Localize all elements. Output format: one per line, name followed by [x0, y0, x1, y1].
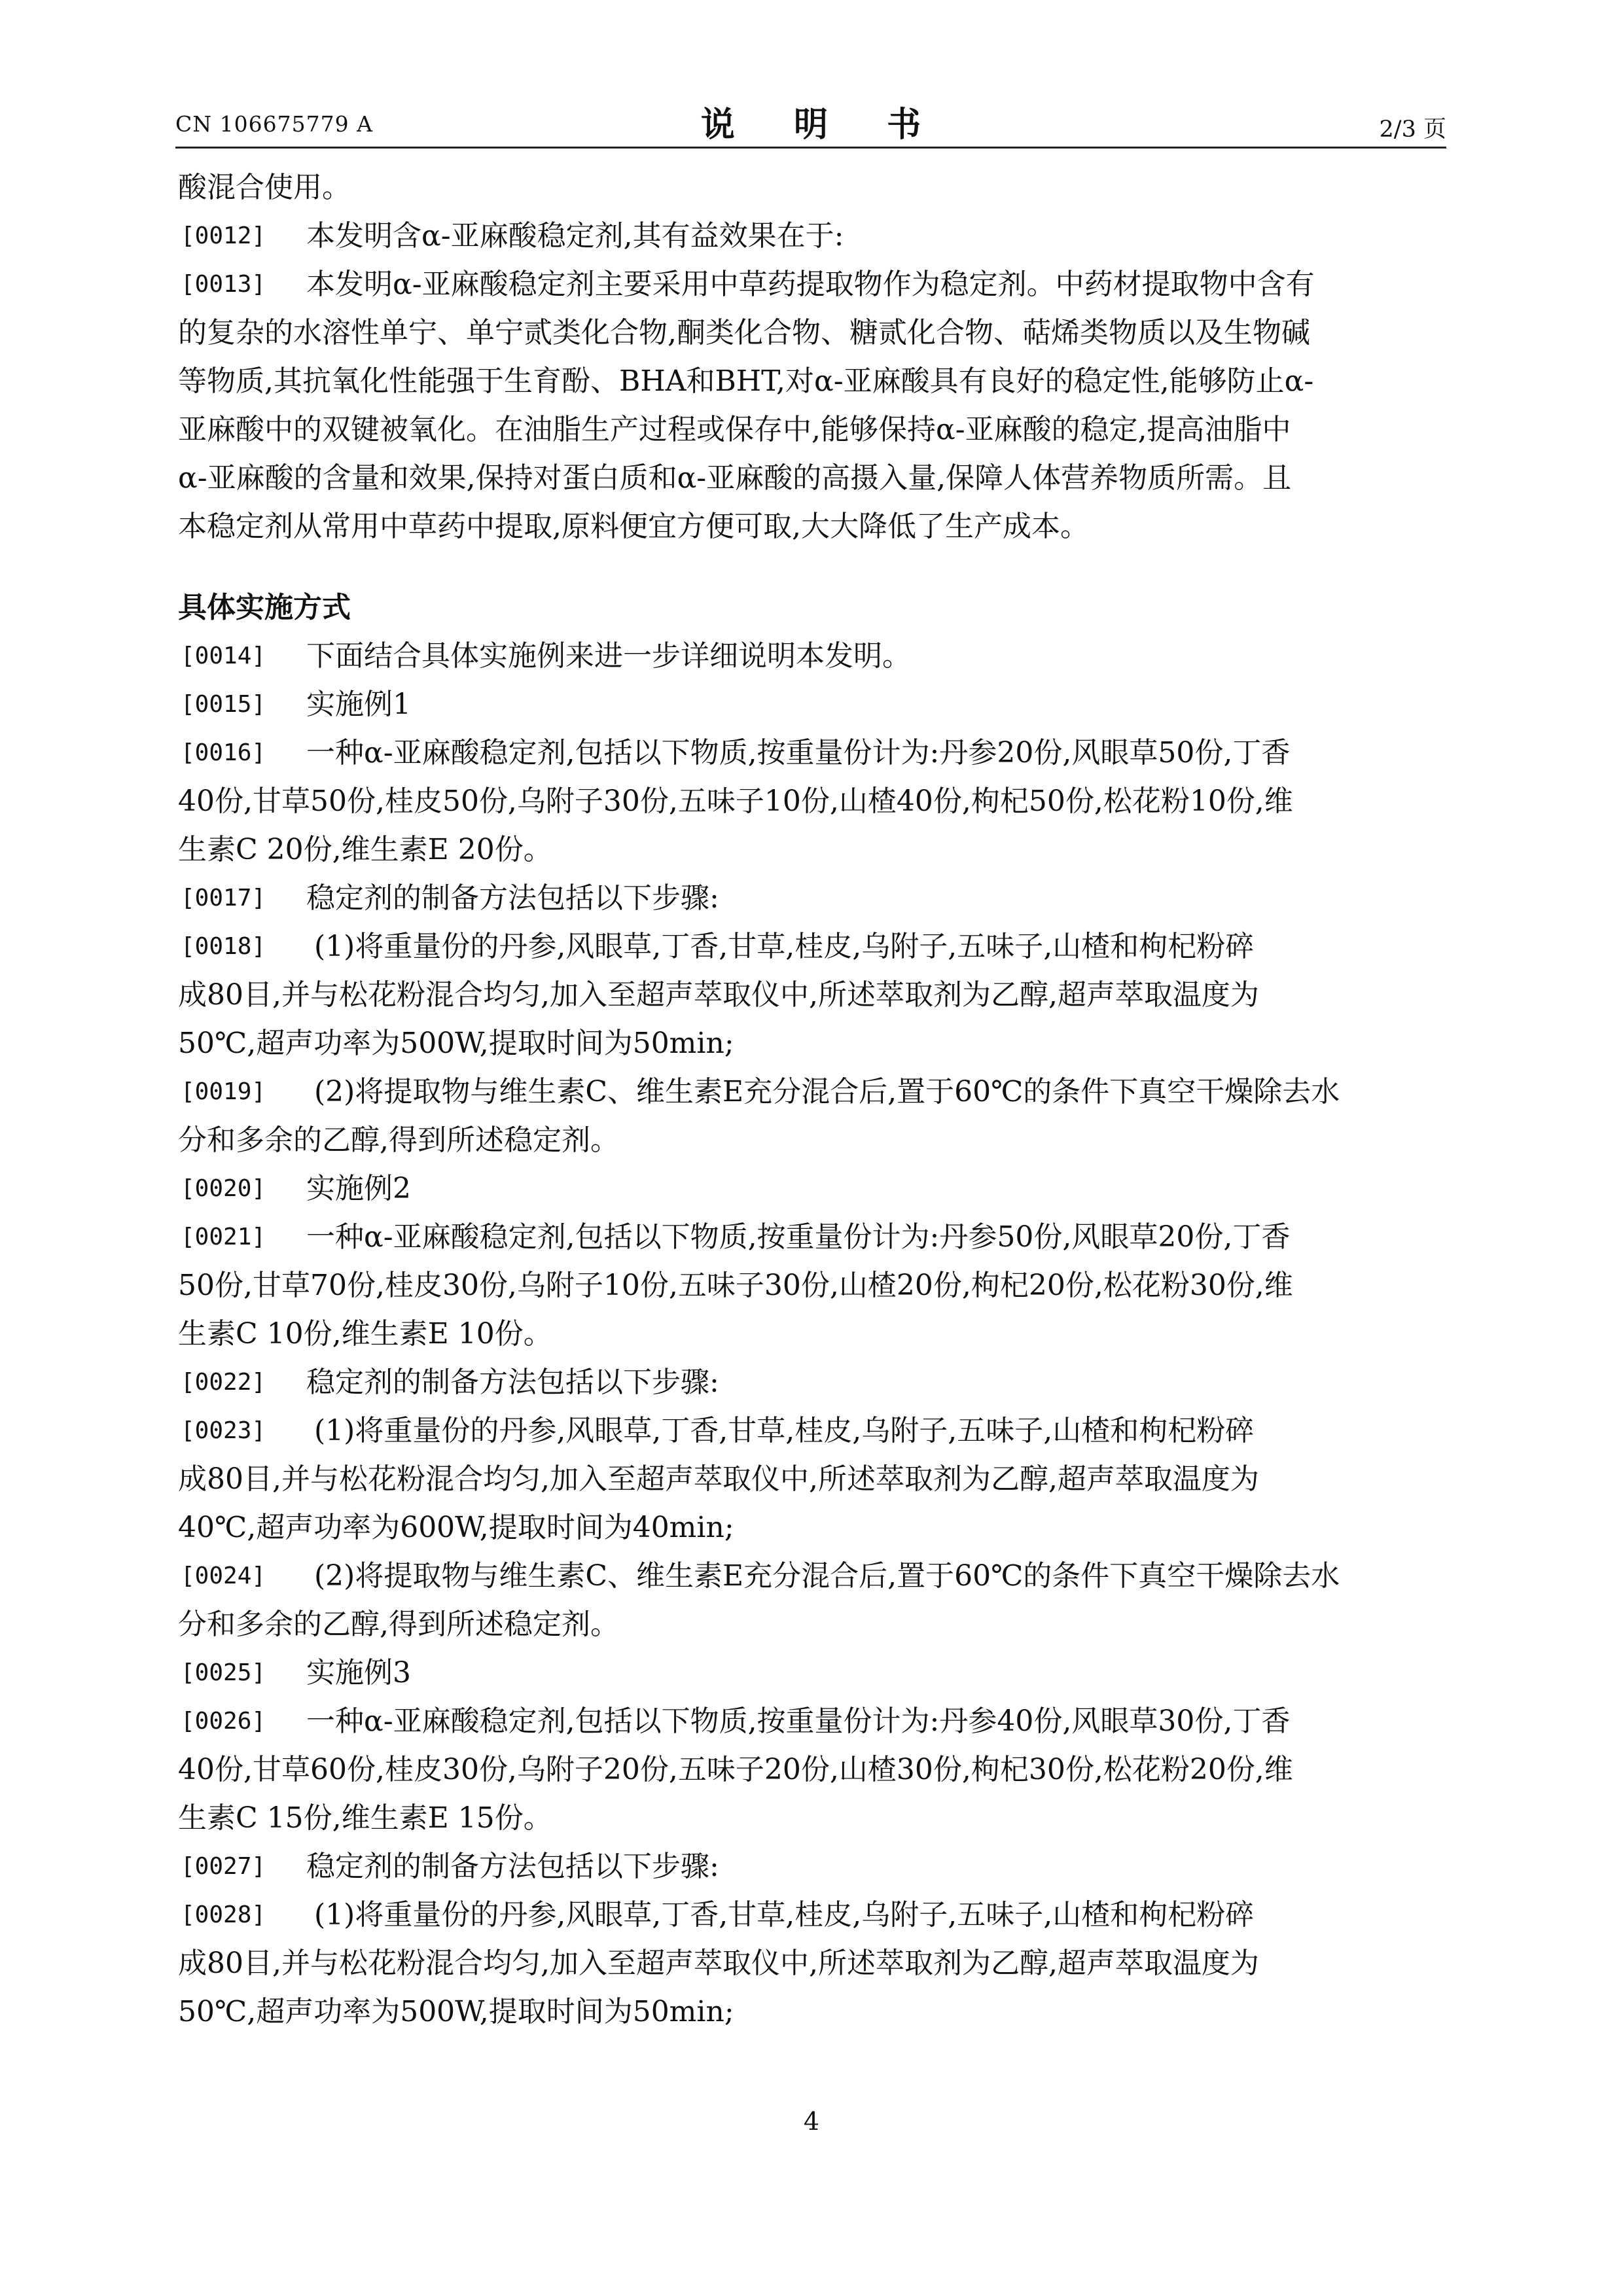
paragraph-text-line: 亚麻酸中的双键被氧化。在油脂生产过程或保存中,能够保持α-亚麻酸的稳定,提高油脂中 — [178, 413, 1291, 446]
paragraph-text: 稳定剂的制备方法包括以下步骤: — [306, 1850, 719, 1883]
paragraph-0016 — [178, 729, 1446, 777]
paragraph-0012 — [178, 212, 1446, 260]
document-body — [178, 164, 1446, 2036]
paragraph-0015 — [178, 680, 1446, 729]
publication-number: CN 106675779 A — [175, 111, 373, 137]
paragraph-text: (1)将重量份的丹参,风眼草,丁香,甘草,桂皮,乌附子,五味子,山楂和枸杞粉碎 — [314, 1898, 1255, 1932]
paragraph-text-line: 的复杂的水溶性单宁、单宁贰类化合物,酮类化合物、糖贰化合物、萜烯类物质以及生物碱 — [178, 316, 1310, 349]
paragraph-0024 — [178, 1552, 1446, 1600]
paragraph-number: [0024] — [181, 1563, 266, 1589]
paragraph-number: [0028] — [181, 1901, 266, 1928]
paragraph-0020 — [178, 1165, 1446, 1213]
document-title: 说 明 书 — [700, 105, 945, 145]
paragraph-text: (2)将提取物与维生素C、维生素E充分混合后,置于60℃的条件下真空干燥除去水 — [314, 1075, 1340, 1108]
paragraph-number: [0013] — [181, 271, 266, 298]
paragraph-number: [0017] — [181, 885, 266, 911]
paragraph-text: 一种α-亚麻酸稳定剂,包括以下物质,按重量份计为:丹参50份,风眼草20份,丁香 — [306, 1220, 1291, 1254]
page-info: 2/3 页 — [1379, 116, 1446, 143]
paragraph-text-line: 分和多余的乙醇,得到所述稳定剂。 — [178, 1608, 619, 1641]
paragraph-text-line: 50℃,超声功率为500W,提取时间为50min; — [178, 1027, 734, 1060]
paragraph-number: [0026] — [181, 1708, 266, 1735]
paragraph-text-line: 等物质,其抗氧化性能强于生育酚、BHA和BHT,对α-亚麻酸具有良好的稳定性,能够防止α- — [178, 364, 1314, 398]
paragraph-number: [0016] — [181, 739, 266, 766]
paragraph-0025 — [178, 1649, 1446, 1697]
paragraph-number: [0022] — [181, 1369, 266, 1396]
paragraph-text: (2)将提取物与维生素C、维生素E充分混合后,置于60℃的条件下真空干燥除去水 — [314, 1559, 1340, 1593]
paragraph-0013 — [178, 260, 1446, 309]
paragraph-number: [0023] — [181, 1417, 266, 1444]
example-heading: 实施例2 — [306, 1172, 411, 1205]
paragraph-text-line: 40份,甘草60份,桂皮30份,乌附子20份,五味子20份,山楂30份,枸杞30份,松花粉20份,维 — [178, 1753, 1293, 1786]
section-heading: 具体实施方式 — [178, 591, 351, 624]
paragraph-text-line: 生素C 15份,维生素E 15份。 — [178, 1801, 552, 1835]
paragraph-number: [0020] — [181, 1175, 266, 1202]
paragraph-number: [0025] — [181, 1659, 266, 1686]
paragraph-text: (1)将重量份的丹参,风眼草,丁香,甘草,桂皮,乌附子,五味子,山楂和枸杞粉碎 — [314, 1414, 1255, 1447]
paragraph-text-line: α-亚麻酸的含量和效果,保持对蛋白质和α-亚麻酸的高摄入量,保障人体营养物质所需。且 — [178, 461, 1292, 495]
paragraph-number: [0027] — [181, 1853, 266, 1880]
paragraph-0017 — [178, 874, 1446, 923]
paragraph-text-line: 本稳定剂从常用中草药中提取,原料便宜方便可取,大大降低了生产成本。 — [178, 510, 1089, 543]
paragraph-0023 — [178, 1407, 1446, 1455]
page-number: 4 — [803, 2107, 820, 2136]
paragraph-text: 下面结合具体实施例来进一步详细说明本发明。 — [306, 639, 911, 673]
paragraph-0018 — [178, 923, 1446, 971]
paragraph-text-line: 成80目,并与松花粉混合均匀,加入至超声萃取仪中,所述萃取剂为乙醇,超声萃取温度为 — [178, 978, 1259, 1012]
paragraph-number: [0012] — [181, 222, 266, 249]
paragraph-text: 本发明含α-亚麻酸稳定剂,其有益效果在于: — [306, 219, 844, 253]
paragraph-0026 — [178, 1697, 1446, 1746]
paragraph-0027 — [178, 1843, 1446, 1891]
paragraph-number: [0015] — [181, 691, 266, 718]
continuation-line: 酸混合使用。 — [178, 171, 351, 204]
example-heading: 实施例1 — [306, 688, 411, 721]
paragraph-text: 本发明α-亚麻酸稳定剂主要采用中草药提取物作为稳定剂。中药材提取物中含有 — [306, 268, 1315, 301]
paragraph-text-line: 生素C 10份,维生素E 10份。 — [178, 1317, 552, 1351]
paragraph-text-line: 分和多余的乙醇,得到所述稳定剂。 — [178, 1123, 619, 1157]
example-heading: 实施例3 — [306, 1656, 411, 1689]
page-header — [175, 97, 1446, 149]
paragraph-number: [0021] — [181, 1224, 266, 1250]
paragraph-text-line: 生素C 20份,维生素E 20份。 — [178, 833, 552, 866]
paragraph-0022 — [178, 1358, 1446, 1407]
paragraph-text: 稳定剂的制备方法包括以下步骤: — [306, 1366, 719, 1399]
paragraph-text-line: 50份,甘草70份,桂皮30份,乌附子10份,五味子30份,山楂20份,枸杞20份,松花粉30份,维 — [178, 1269, 1293, 1302]
paragraph-0019 — [178, 1068, 1446, 1116]
paragraph-text-line: 40℃,超声功率为600W,提取时间为40min; — [178, 1511, 734, 1544]
paragraph-text-line: 40份,甘草50份,桂皮50份,乌附子30份,五味子10份,山楂40份,枸杞50份,松花粉10份,维 — [178, 785, 1293, 818]
paragraph-text: 稳定剂的制备方法包括以下步骤: — [306, 881, 719, 915]
paragraph-0021 — [178, 1213, 1446, 1262]
paragraph-text-line: 成80目,并与松花粉混合均匀,加入至超声萃取仪中,所述萃取剂为乙醇,超声萃取温度为 — [178, 1947, 1259, 1980]
paragraph-text: (1)将重量份的丹参,风眼草,丁香,甘草,桂皮,乌附子,五味子,山楂和枸杞粉碎 — [314, 930, 1255, 963]
paragraph-number: [0018] — [181, 933, 266, 960]
paragraph-text-line: 成80目,并与松花粉混合均匀,加入至超声萃取仪中,所述萃取剂为乙醇,超声萃取温度为 — [178, 1462, 1259, 1496]
paragraph-text: 一种α-亚麻酸稳定剂,包括以下物质,按重量份计为:丹参40份,风眼草30份,丁香 — [306, 1704, 1291, 1738]
paragraph-text-line: 50℃,超声功率为500W,提取时间为50min; — [178, 1995, 734, 2028]
paragraph-number: [0014] — [181, 643, 266, 669]
paragraph-text: 一种α-亚麻酸稳定剂,包括以下物质,按重量份计为:丹参20份,风眼草50份,丁香 — [306, 736, 1291, 769]
paragraph-number: [0019] — [181, 1078, 266, 1105]
paragraph-0014 — [178, 632, 1446, 680]
paragraph-0028 — [178, 1891, 1446, 1939]
